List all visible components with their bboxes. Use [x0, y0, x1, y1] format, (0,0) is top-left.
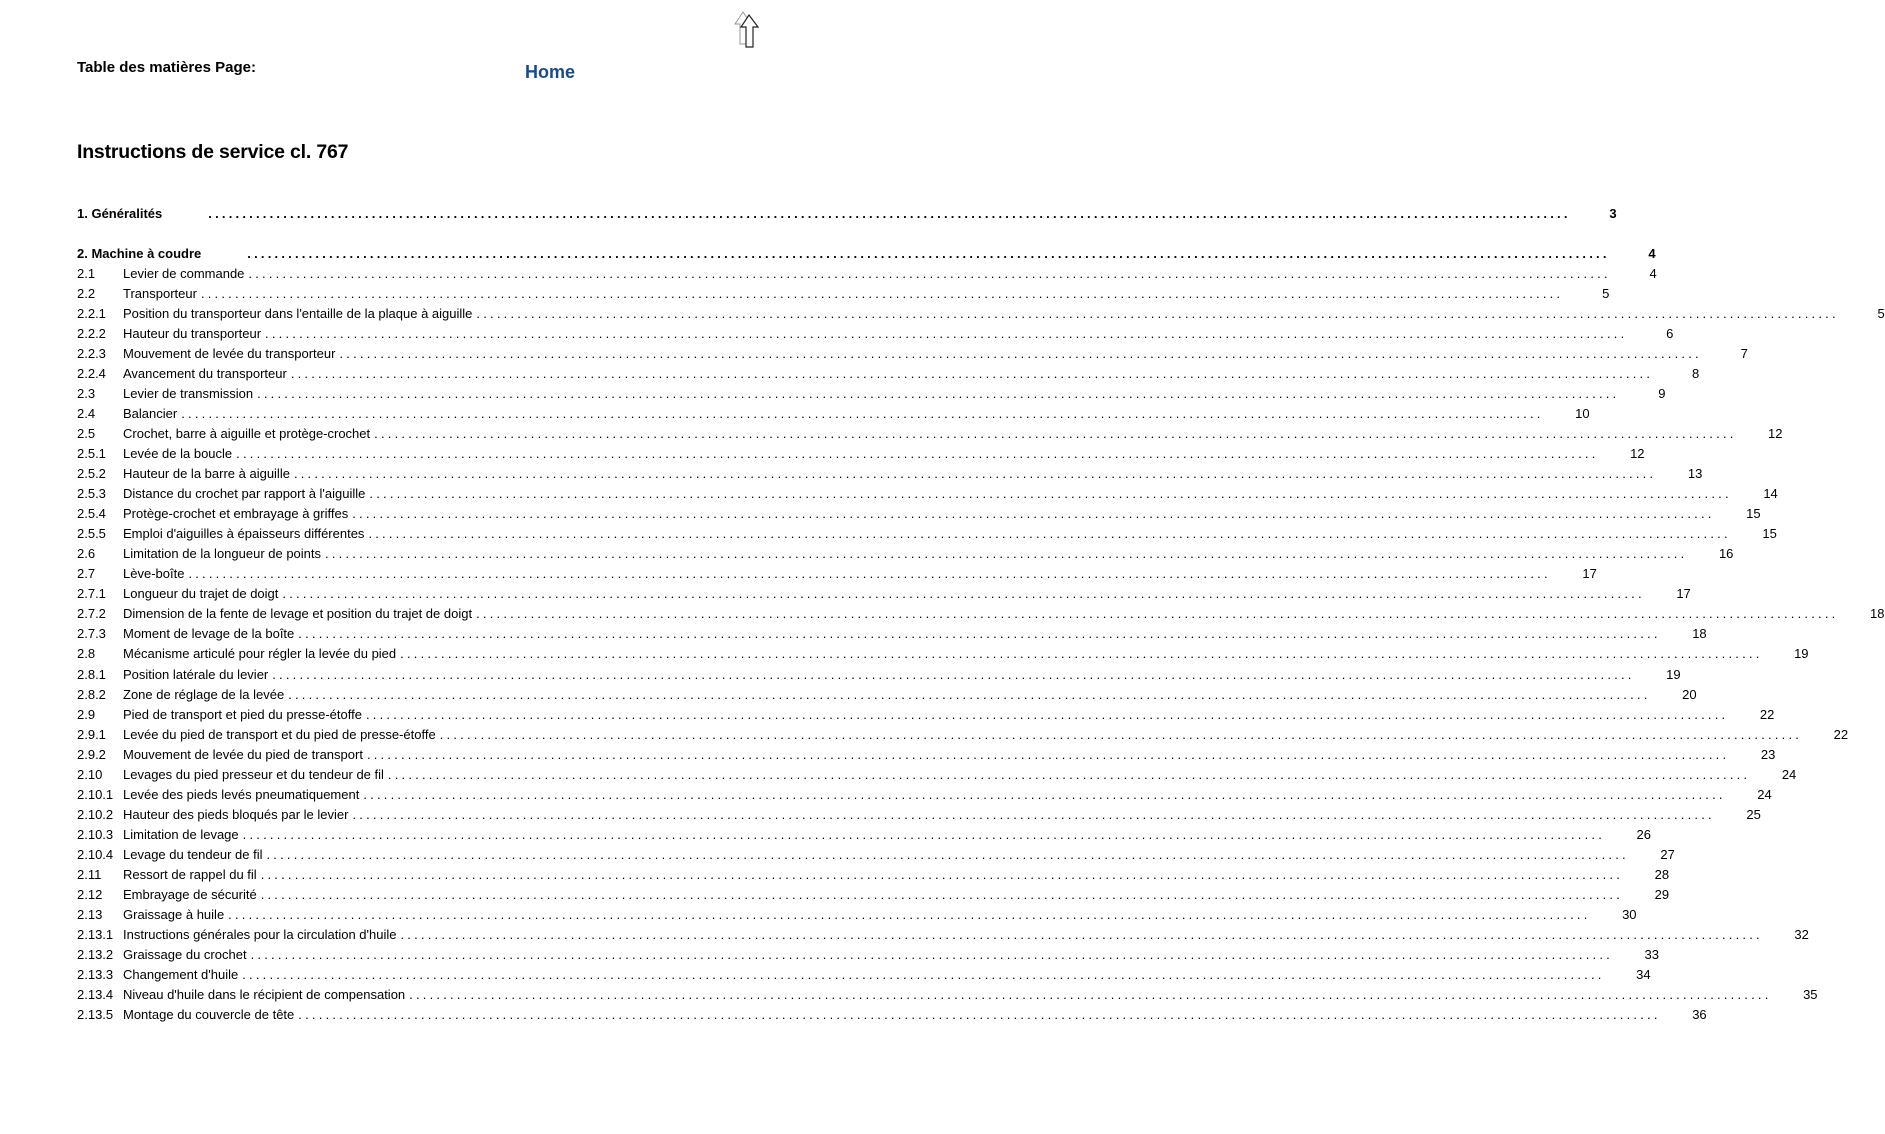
toc-entry-label: Moment de levage de la boîte: [123, 626, 295, 642]
toc-entry-page: 35: [1803, 987, 1818, 1003]
dot-leader: ........................................................................................................................................................................................................: [272, 666, 1635, 682]
dot-leader: ........................................................................................................................................................................................................: [400, 927, 1763, 943]
toc-entry-page: 14: [1763, 486, 1778, 502]
toc-entry-number: 2.10: [77, 766, 103, 782]
toc-entry-label: Limitation de la longueur de points: [123, 546, 322, 562]
toc-entry-page: 28: [1654, 867, 1670, 882]
toc-entry-page: 19: [1666, 666, 1681, 682]
toc-entry-number: 2.13.4: [77, 987, 114, 1003]
toc-entry[interactable]: [77, 343, 1748, 363]
toc-entry-label: Pied de transport et pied du presse-étoffe: [123, 706, 362, 722]
toc-entry-number: 2.9.2: [77, 746, 106, 762]
home-link[interactable]: Home: [525, 62, 576, 82]
toc-entry-number: 2.8.2: [77, 686, 106, 702]
toc-entry-number: 2.13.1: [77, 927, 114, 943]
toc-entry-page: 29: [1654, 887, 1670, 903]
toc-entry-number: 2.10.4: [77, 846, 114, 862]
toc-entry-label: Position latérale du levier: [123, 666, 269, 682]
dot-leader: ........................................................................................................................................................................................................: [387, 766, 1751, 782]
toc-entry-page: 18: [1869, 606, 1885, 622]
dot-leader: ........................................................................................................................................................................................................: [282, 586, 1645, 602]
toc-entry-page: 8: [1691, 365, 1700, 381]
toc-entry[interactable]: [77, 624, 1707, 644]
toc-entry[interactable]: [77, 704, 1775, 724]
toc-entry-page: 13: [1687, 466, 1703, 481]
dot-leader: ........................................................................................................................................................................................................: [352, 806, 1715, 822]
toc-entry-label: Montage du couvercle de tête: [123, 1007, 295, 1023]
toc-entry[interactable]: [77, 905, 1637, 925]
dot-leader: ........................................................................................................................................................................................................: [363, 786, 1726, 802]
toc-entry-page: 3: [1609, 205, 1617, 221]
toc-entry-number: 2.13: [77, 907, 103, 923]
toc-entry-label: Mouvement de levée du transporteur: [123, 345, 336, 361]
toc-entry-label: Graissage du crochet: [123, 947, 247, 963]
toc-entry-page: 19: [1794, 646, 1809, 662]
toc-entry[interactable]: [77, 484, 1778, 504]
toc-entry-number: 2.13.3: [77, 967, 114, 983]
dot-leader: ........................................................................................................................................................................................................: [439, 726, 1803, 742]
toc-entry[interactable]: [77, 925, 1809, 945]
toc-entry-page: 24: [1781, 766, 1797, 782]
toc-entry-page: 5: [1877, 305, 1885, 321]
dot-leader: ........................................................................................................................................................................................................: [365, 706, 1729, 722]
toc-entry[interactable]: [77, 584, 1691, 604]
toc-entry[interactable]: [77, 764, 1797, 784]
dot-leader: ........................................................................................................................................................................................................: [266, 846, 1629, 862]
toc-entry-page: 26: [1636, 826, 1652, 842]
toc-entry-page: 12: [1768, 425, 1783, 441]
toc-entry-page: 5: [1602, 285, 1610, 301]
toc-entry-label: Hauteur des pieds bloqués par le levier: [123, 806, 349, 822]
dot-leader: ........................................................................................................................................................................................................: [181, 405, 1544, 421]
toc-entry[interactable]: [77, 203, 1617, 223]
dot-leader: ........................................................................................................................................................................................................: [247, 245, 1610, 261]
dot-leader: ........................................................................................................................................................................................................: [339, 345, 1702, 361]
toc-entry-number: 2.7.2: [77, 606, 106, 622]
toc-entry-label: Mouvement de levée du pied de transport: [123, 746, 363, 762]
dot-leader: ........................................................................................................................................................................................................: [228, 907, 1591, 923]
toc-entry-page: 9: [1658, 385, 1666, 401]
toc-entry[interactable]: [77, 804, 1761, 824]
toc-entry-page: 24: [1757, 786, 1772, 802]
toc-entry-number: 2.5.1: [77, 445, 106, 461]
toc-entry-label: Position du transporteur dans l'entaille de la plaque à aiguille: [123, 305, 473, 321]
toc-entry-number: 2.10.1: [77, 786, 114, 802]
toc-entry[interactable]: [77, 664, 1681, 684]
toc-entry[interactable]: [77, 403, 1590, 423]
dot-leader: ........................................................................................................................................................................................................: [369, 486, 1732, 502]
toc-entry-number: 2.7.1: [77, 586, 106, 602]
dot-leader: ........................................................................................................................................................................................................: [288, 686, 1651, 702]
dot-leader: ........................................................................................................................................................................................................: [265, 325, 1628, 341]
toc-entry[interactable]: [77, 985, 1818, 1005]
toc-entry[interactable]: [77, 724, 1849, 744]
toc-entry-number: 2.11: [77, 867, 102, 882]
toc-entry-number: 2.5.3: [77, 486, 106, 502]
toc-entry-number: 2.5.2: [77, 466, 106, 481]
toc-entry-label: Levier de commande: [123, 265, 245, 281]
toc-entry[interactable]: [77, 564, 1597, 584]
dot-leader: ........................................................................................................................................................................................................: [298, 1007, 1661, 1023]
toc-entry-page: 6: [1666, 325, 1674, 341]
dot-leader: ........................................................................................................................................................................................................: [250, 947, 1613, 963]
toc-entry-page: 25: [1746, 806, 1761, 822]
dot-leader: ........................................................................................................................................................................................................: [366, 746, 1730, 762]
toc-entry-number: 2.5.4: [77, 506, 106, 522]
dot-leader: ........................................................................................................................................................................................................: [290, 365, 1654, 381]
toc-entry-page: 18: [1692, 626, 1707, 642]
toc-entry-number: 2.2.3: [77, 345, 106, 361]
toc-entry-label: Distance du crochet par rapport à l'aiguille: [123, 486, 366, 502]
toc-entry-page: 15: [1762, 526, 1777, 542]
toc-entry-page: 17: [1676, 586, 1691, 602]
toc-entry[interactable]: [77, 844, 1675, 864]
toc-entry-page: 33: [1644, 947, 1659, 963]
toc-entry-label: Levée du pied de transport et du pied de presse-étoffe: [123, 726, 436, 742]
dot-leader: ........................................................................................................................................................................................................: [352, 506, 1715, 522]
toc-entry-label: Niveau d'huile dans le récipient de compensation: [123, 987, 406, 1003]
dot-leader: ........................................................................................................................................................................................................: [260, 867, 1624, 882]
toc-entry[interactable]: [77, 504, 1761, 524]
toc-entry-number: 2.1: [77, 265, 96, 281]
toc-entry-number: 2.2.2: [77, 325, 106, 341]
toc-entry-number: 2.2.4: [77, 365, 106, 381]
toc-entry-page: 12: [1630, 445, 1645, 461]
toc-entry-label: Mécanisme articulé pour régler la levée du pied: [123, 646, 397, 662]
toc-entry-page: 20: [1682, 686, 1697, 702]
toc-entry-label: Levage du tendeur de fil: [123, 846, 263, 862]
toc-entry-number: 2.4: [77, 405, 96, 421]
toc-entry-number: 2.9: [77, 706, 96, 722]
dot-leader: ........................................................................................................................................................................................................: [242, 967, 1605, 983]
toc-entry[interactable]: [77, 684, 1697, 704]
dot-leader: ........................................................................................................................................................................................................: [260, 887, 1624, 903]
toc-entry-label: Lève-boîte: [123, 566, 185, 582]
toc-entry-number: 2.10.2: [77, 806, 114, 822]
toc-entry-page: 4: [1648, 245, 1656, 261]
dot-leader: ........................................................................................................................................................................................................: [298, 626, 1661, 642]
toc-entry-number: 2.8.1: [77, 666, 106, 682]
page-title: Instructions de service cl. 767: [77, 141, 349, 163]
toc-entry-number: 2.5: [77, 425, 96, 441]
toc-entry[interactable]: [77, 744, 1776, 764]
toc-entry-label: Levages du pied presseur et du tendeur de fil: [123, 766, 384, 782]
toc-entry-label: Levée de la boucle: [123, 445, 233, 461]
toc-entry-label: Emploi d'aiguilles à épaisseurs différentes: [123, 526, 365, 542]
toc-entry[interactable]: [77, 865, 1670, 885]
toc-entry-label: Embrayage de sécurité: [123, 887, 257, 903]
dot-leader: ........................................................................................................................................................................................................: [293, 466, 1657, 481]
toc-entry-label: Ressort de rappel du fil: [123, 867, 257, 882]
toc-entry-number: 2.9.1: [77, 726, 106, 742]
toc-entry-number: 2.7.3: [77, 626, 106, 642]
toc-entry-page: 4: [1649, 265, 1657, 281]
toc-entry-number: 2.12: [77, 887, 103, 903]
dot-leader: ........................................................................................................................................................................................................: [400, 646, 1763, 662]
toc-entry-label: Graissage à huile: [123, 907, 225, 923]
toc-entry-page: 32: [1794, 927, 1809, 943]
toc-entry-page: 22: [1833, 726, 1849, 742]
dot-leader: ........................................................................................................................................................................................................: [409, 987, 1772, 1003]
dot-leader: ........................................................................................................................................................................................................: [200, 285, 1564, 301]
toc-entry-number: 2.2: [77, 285, 96, 301]
toc-entry-page: 16: [1718, 546, 1734, 562]
toc-entry-label: Avancement du transporteur: [123, 365, 287, 381]
toc-entry-number: 2.13.2: [77, 947, 114, 963]
toc-entry[interactable]: [77, 824, 1652, 844]
toc-entry-label: Zone de réglage de la levée: [123, 686, 285, 702]
toc-entry[interactable]: [77, 423, 1783, 443]
toc-entry[interactable]: [77, 644, 1809, 664]
toc-entry-number: 2.3: [77, 385, 96, 401]
toc-entry-label: Longueur du trajet de doigt: [123, 586, 279, 602]
toc-entry[interactable]: [77, 443, 1645, 463]
toc-entry[interactable]: [77, 604, 1885, 624]
dot-leader: ........................................................................................................................................................................................................: [188, 566, 1551, 582]
dot-leader: ........................................................................................................................................................................................................: [236, 445, 1599, 461]
dot-leader: ........................................................................................................................................................................................................: [476, 305, 1839, 321]
toc-entry-label: Transporteur: [123, 285, 197, 301]
toc-entry[interactable]: [77, 544, 1734, 564]
toc-entry-label: Limitation de levage: [123, 826, 239, 842]
up-arrow-icon[interactable]: [733, 10, 763, 50]
toc-entry-page: 22: [1759, 706, 1775, 722]
toc-entry[interactable]: [77, 363, 1700, 383]
toc-entry-label: Levier de transmission: [123, 385, 254, 401]
toc-entry[interactable]: [77, 1005, 1707, 1025]
dot-leader: ........................................................................................................................................................................................................: [242, 826, 1606, 842]
toc-entry-number: 2.13.5: [77, 1007, 114, 1023]
toc-entry[interactable]: [77, 243, 1656, 263]
toc-entry[interactable]: [77, 383, 1666, 403]
toc-entry-number: 2.10.3: [77, 826, 114, 842]
toc-entry-page: 30: [1622, 907, 1637, 923]
toc-entry-label: Hauteur de la barre à aiguille: [123, 466, 290, 481]
toc-entry-page: 10: [1575, 405, 1590, 421]
toc-entry-page: 36: [1692, 1007, 1707, 1023]
toc-entry-label: 2. Machine à coudre: [77, 245, 202, 261]
toc-entry[interactable]: [77, 945, 1659, 965]
toc-entry[interactable]: [77, 263, 1657, 283]
toc-entry[interactable]: [77, 303, 1885, 323]
dot-leader: ........................................................................................................................................................................................................: [368, 526, 1731, 542]
toc-entry[interactable]: [77, 524, 1777, 544]
dot-leader: ........................................................................................................................................................................................................: [325, 546, 1688, 562]
toc-entry[interactable]: [77, 323, 1674, 343]
toc-entry-number: 2.7: [77, 566, 96, 582]
dot-leader: ........................................................................................................................................................................................................: [208, 205, 1571, 221]
toc-entry-label: Dimension de la fente de levage et position du trajet de doigt: [123, 606, 473, 622]
toc-entry-page: 23: [1760, 746, 1776, 762]
toc-entry[interactable]: [77, 464, 1703, 484]
toc-entry[interactable]: [77, 885, 1670, 905]
toc-entry-page: 15: [1746, 506, 1761, 522]
toc-entry-page: 34: [1636, 967, 1651, 983]
toc-entry-label: Instructions générales pour la circulation d'huile: [123, 927, 397, 943]
toc-entry-label: Protège-crochet et embrayage à griffes: [123, 506, 349, 522]
dot-leader: ........................................................................................................................................................................................................: [374, 425, 1737, 441]
toc-entry-page: 17: [1582, 566, 1597, 582]
toc-entry-label: Crochet, barre à aiguille et protège-crochet: [123, 425, 371, 441]
dot-leader: ........................................................................................................................................................................................................: [248, 265, 1611, 281]
toc-entry-label: Changement d'huile: [123, 967, 239, 983]
dot-leader: ........................................................................................................................................................................................................: [257, 385, 1620, 401]
toc-entry[interactable]: [77, 965, 1651, 985]
toc-entry[interactable]: [77, 784, 1772, 804]
toc-entry-number: 2.6: [77, 546, 96, 562]
toc-entry-label: Levée des pieds levés pneumatiquement: [123, 786, 360, 802]
toc-entry-page: 7: [1740, 345, 1748, 361]
toc-entry[interactable]: [77, 283, 1610, 303]
toc-entry-number: 2.2.1: [77, 305, 106, 321]
toc-entry-label: 1. Généralités: [77, 205, 163, 221]
toc-heading: Table des matières Page:: [77, 59, 256, 76]
toc-entry-label: Hauteur du transporteur: [123, 325, 262, 341]
toc-entry-number: 2.5.5: [77, 526, 106, 542]
toc-entry-label: Balancier: [123, 405, 178, 421]
toc-entry-page: 27: [1660, 846, 1675, 862]
toc-entry-number: 2.8: [77, 646, 96, 662]
dot-leader: ........................................................................................................................................................................................................: [476, 606, 1839, 622]
